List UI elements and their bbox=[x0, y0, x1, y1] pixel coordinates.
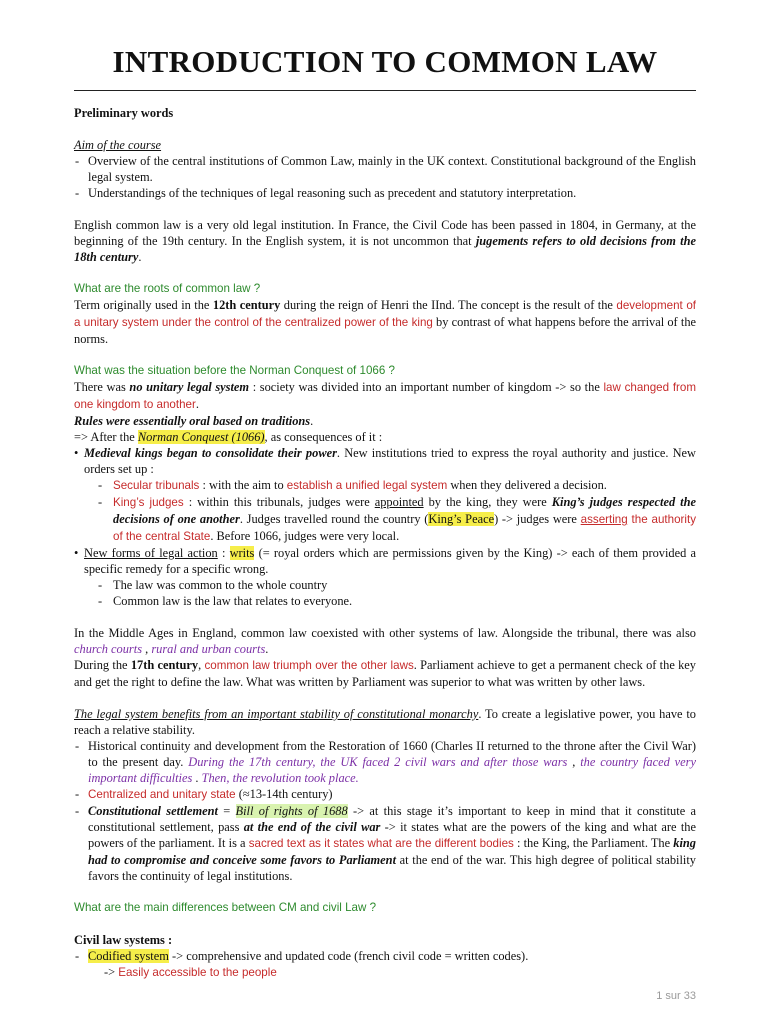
middle-ages-paragraph: In the Middle Ages in England, common law coexisted with other systems of law. Alongside the tribunal, there was also church courts , rural and urban courts. bbox=[74, 626, 696, 656]
intro-paragraph: English common law is a very old legal institution. In France, the Civil Code has been passed in 1804, in Germany, at the beginning of the 19th century. In the English system, it is not uncommon that jugements refers to old decisions from the 18th century. bbox=[74, 218, 696, 264]
before-paragraph: There was no unitary legal system : society was divided into an important number of kingdom -> so the law changed from one kingdom to another. bbox=[74, 380, 697, 411]
list-item: - Secular tribunals : with the aim to establish a unified legal system when they delivered a decision. bbox=[88, 477, 696, 494]
civil-law-heading: Civil law systems : bbox=[74, 933, 173, 947]
list-item: - Constitutional settlement = Bill of rights of 1688 -> at this stage it’s important to keep in mind that it constitute a constitutional settlement, pass at the end of the civil war -> it states what are the powers of the king and what are the powers of the parliament. It is a sacred text as it states what are the different bodies : the King, the Parliament. The king had to compromise and conceive some favors to Parliament at the end of the war. This high degree of political stability favors the continuity of legal institutions. bbox=[74, 803, 696, 884]
roots-paragraph: Term originally used in the 12th century during the reign of Henri the IInd. The concept is the result of the development of a unitary system under the control of the centralized power of the king by contrast of what happens before the arrival of the norms. bbox=[74, 298, 697, 346]
question-before-conquest: What was the situation before the Norman Conquest of 1066 ? bbox=[74, 364, 395, 377]
list-item: - Understandings of the techniques of legal reasoning such as precedent and statutory interpretation. bbox=[74, 185, 696, 201]
consequences-list bbox=[74, 445, 696, 609]
list-item: - Historical continuity and development from the Restoration of 1660 (Charles II returned to the throne after the Civil War) to the present day. During the 17th century, the UK faced 2 civil wars and after those wars , the country faced very important difficulties . Then, the revolution took place. bbox=[74, 738, 696, 786]
sub-list bbox=[88, 577, 696, 609]
sub-list bbox=[88, 477, 696, 545]
section-heading-preliminary: Preliminary words bbox=[74, 106, 174, 120]
civil-law-list bbox=[74, 948, 696, 964]
question-differences: What are the main differences between CM and civil Law ? bbox=[74, 901, 377, 914]
aim-heading: Aim of the course bbox=[74, 138, 162, 152]
document-title: INTRODUCTION TO COMMON LAW bbox=[112, 44, 658, 79]
list-item: - King’s judges : within this tribunals, judges were appointed by the king, they were King’s judges respected the decisions of one another. Judges travelled round the country (King’s Peace) -> judges were asserting the authority of the central State. Before 1066, judges were very local. bbox=[88, 494, 696, 545]
title-rule bbox=[74, 90, 696, 91]
seventeenth-century-paragraph: During the 17th century, common law triumph over the other laws. Parliament achieve to get a permanent check of the key and get the right to define the law. What was written by Parliament was superior to what was written by other laws. bbox=[74, 658, 696, 689]
list-item: - Codified system -> comprehensive and updated code (french civil code = written codes). bbox=[74, 948, 696, 964]
legal-system-list bbox=[74, 738, 696, 884]
list-item: • New forms of legal action : writs (= royal orders which are permissions given by the King) -> each of them provided a specific remedy for a specific wrong. - The law was common to the whole country - Common law is the law that relates to everyone. bbox=[74, 545, 696, 609]
list-item: - Common law is the law that relates to everyone. bbox=[88, 593, 696, 609]
question-roots: What are the roots of common law ? bbox=[74, 282, 261, 295]
civil-law-accessible-line: -> Easily accessible to the people bbox=[104, 965, 277, 979]
document-body bbox=[74, 105, 696, 981]
after-conquest-line: => After the Norman Conquest (1066), as consequences of it : bbox=[74, 430, 383, 444]
aim-list bbox=[74, 153, 696, 201]
list-item: - The law was common to the whole country bbox=[88, 577, 696, 593]
list-item: • Medieval kings began to consolidate their power. New institutions tried to express the royal authority and justice. New orders set up : - Secular tribunals : with the aim to establish a unified legal system when they delivered a decision. - King’s judges : within this tribunals, judges were appointed by the king, they were King’s judges respected the decisions of one another. Judges travelled round the country (King’s Peace) -> judges were asserting the authority of the central State. Before 1066, judges were very local. bbox=[74, 445, 696, 545]
page-number: 1 sur 33 bbox=[656, 990, 696, 1002]
list-item: - Overview of the central institutions of Common Law, mainly in the UK context. Constitutional background of the English legal system. bbox=[74, 153, 696, 185]
rules-line: Rules were essentially oral based on traditions. bbox=[74, 414, 314, 428]
legal-system-paragraph: The legal system benefits from an important stability of constitutional monarchy. To create a legislative power, you have to reach a relative stability. bbox=[74, 707, 696, 737]
list-item: - Centralized and unitary state (≈13-14th century) bbox=[74, 786, 696, 803]
